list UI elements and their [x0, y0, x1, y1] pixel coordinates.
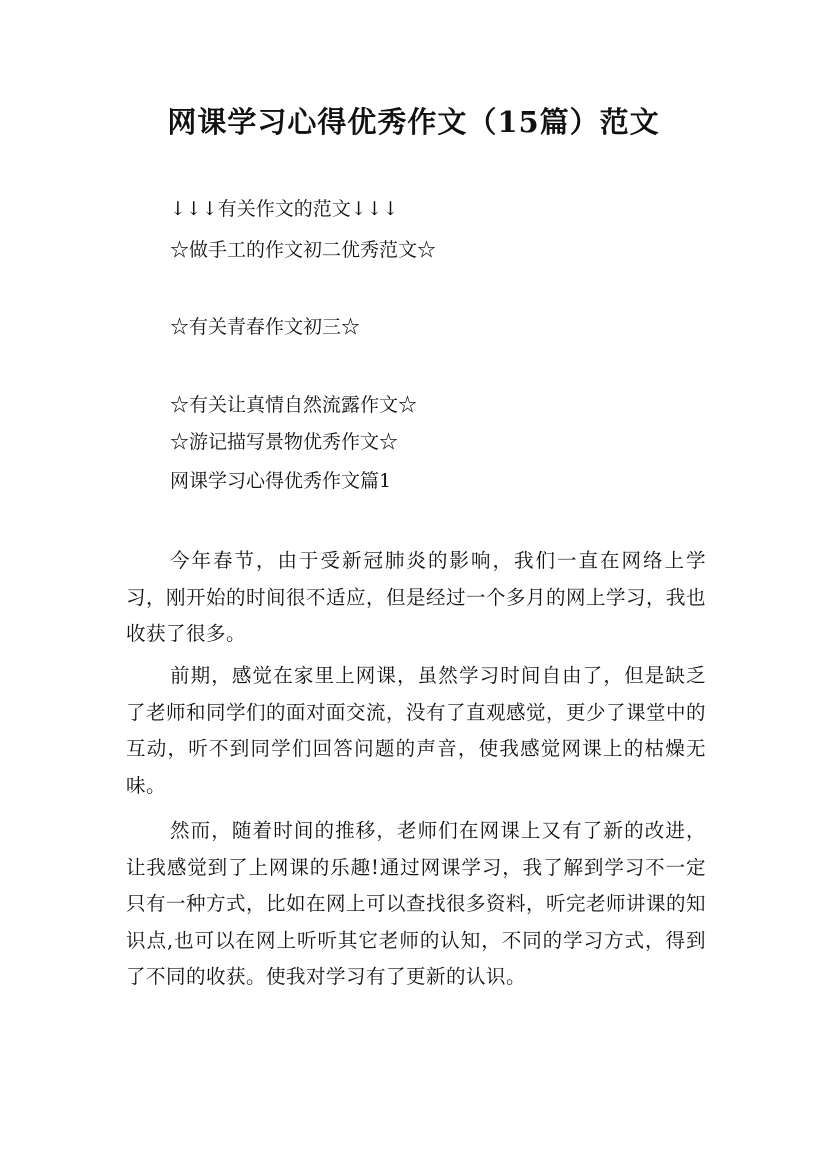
related-essays-header: ↓↓↓有关作文的范文↓↓↓ — [170, 198, 399, 220]
related-essay-link[interactable]: ☆有关让真情自然流露作文☆ — [170, 394, 418, 416]
section-heading: 网课学习心得优秀作文篇1 — [170, 470, 392, 492]
related-essay-link[interactable]: ☆游记描写景物优秀作文☆ — [170, 431, 399, 453]
paragraph: 前期，感觉在家里上网课，虽然学习时间自由了，但是缺乏了老师和同学们的面对面交流，没有了直观感觉，更少了课堂中的互动，听不到同学们回答问题的声音，使我感觉网课上的枯燥无味。 — [126, 664, 707, 797]
paragraph: 然而，随着时间的推移，老师们在网课上又有了新的改进，让我感觉到了上网课的乐趣!通过网课学习，我了解到学习不一定只有一种方式，比如在网上可以查找很多资料，听完老师讲课的知识点,也可以在网上听听其它老师的认知，不同的学习方式，得到了不同的收获。使我对学习有了更新的认识。 — [126, 819, 707, 988]
related-essay-link[interactable]: ☆做手工的作文初二优秀范文☆ — [170, 239, 437, 261]
related-essay-link[interactable]: ☆有关青春作文初三☆ — [170, 316, 361, 338]
paragraph: 今年春节，由于受新冠肺炎的影响，我们一直在网络上学习，刚开始的时间很不适应，但是经过一个多月的网上学习，我也收获了很多。 — [126, 549, 707, 645]
document-title: 网课学习心得优秀作文（15篇）范文 — [167, 105, 660, 139]
